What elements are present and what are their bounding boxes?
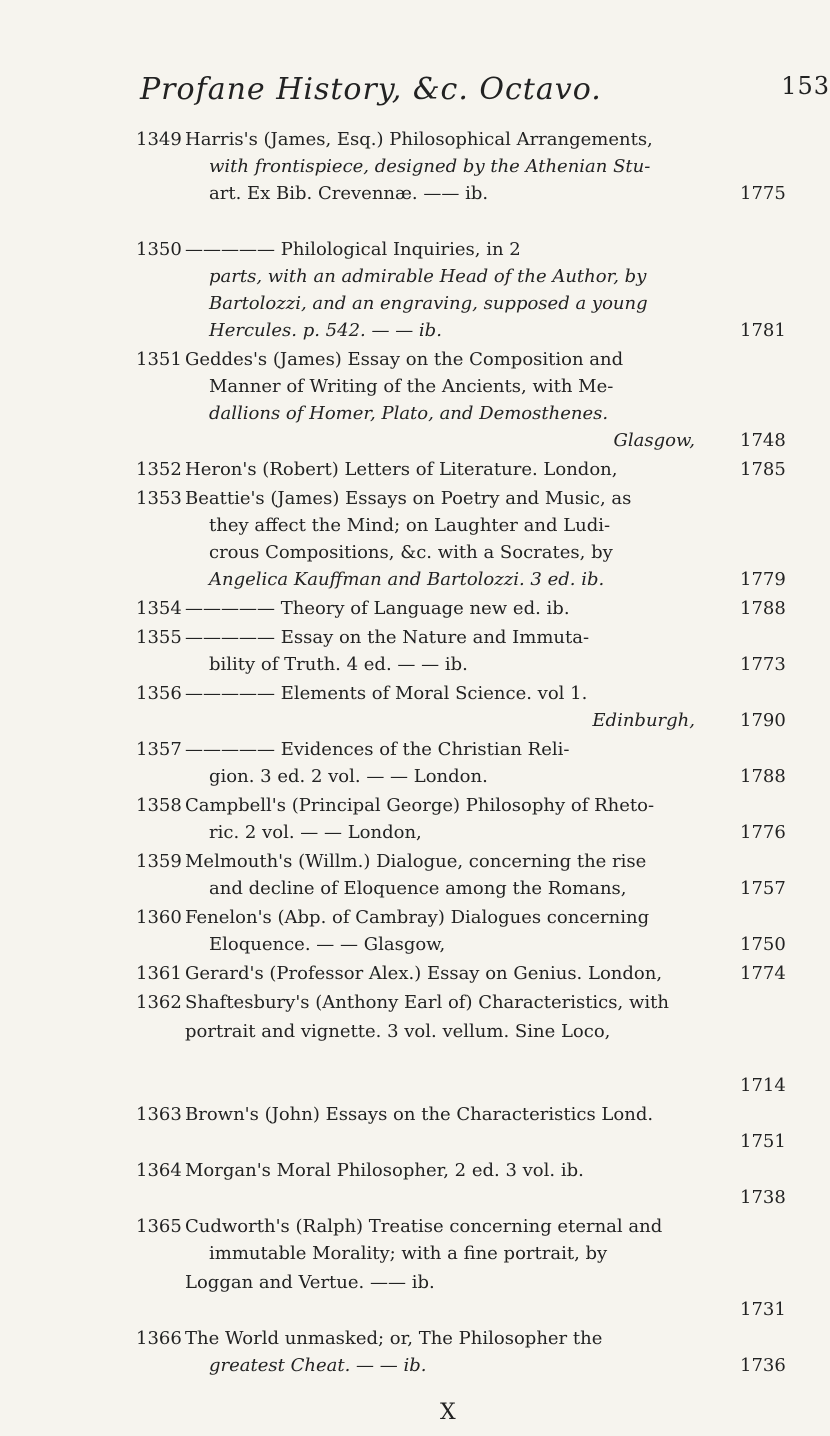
entry-number: 1352 — [136, 459, 182, 480]
catalogue-entry — [0, 1269, 800, 1323]
entry-line: art. Ex Bib. Crevennæ. —— ib. — [209, 183, 489, 204]
entry-year: 1751 — [740, 1131, 786, 1152]
page-number: 153 — [781, 72, 830, 100]
entry-line: Brown's (John) Essays on the Characteristics Lond. — [185, 1104, 654, 1125]
entry-line: Bartolozzi, and an engraving, supposed a young — [209, 293, 648, 314]
entry-number: 1359 — [136, 851, 182, 872]
entry-number: 1351 — [136, 349, 182, 370]
entry-line: portrait and vignette. 3 vol. vellum. Sine Loco, — [185, 1021, 611, 1042]
catalogue-entry — [0, 792, 800, 846]
entry-number: 1357 — [136, 739, 182, 760]
catalogue-entry — [0, 1213, 800, 1267]
catalogue-entry — [0, 960, 800, 987]
catalogue-entry — [0, 1101, 800, 1155]
catalogue-entry — [0, 236, 800, 344]
entry-line: The World unmasked; or, The Philosopher the — [185, 1328, 603, 1349]
entry-line: Manner of Writing of the Ancients, with Me- — [209, 376, 614, 397]
entry-text — [185, 126, 715, 207]
entry-line: ————— Essay on the Nature and Immuta- — [185, 627, 590, 648]
entry-year: 1785 — [740, 459, 786, 480]
entry-year: 1781 — [740, 320, 786, 341]
entry-line: Glasgow, — [613, 430, 695, 451]
entry-line: ————— Evidences of the Christian Reli- — [185, 739, 570, 760]
catalogue-entry — [0, 1325, 800, 1379]
entry-year: 1788 — [740, 766, 786, 787]
entry-line: dallions of Homer, Plato, and Demosthenes. — [209, 403, 609, 424]
catalogue-entry — [0, 485, 800, 593]
entry-line: with frontispiece, designed by the Athenian Stu- — [209, 156, 651, 177]
signature-mark: X — [440, 1400, 456, 1425]
entry-line: Edinburgh, — [592, 710, 695, 731]
catalogue-entry — [0, 904, 800, 958]
entry-line: ric. 2 vol. — — London, — [209, 822, 422, 843]
entry-number: 1358 — [136, 795, 182, 816]
entry-line: ————— Elements of Moral Science. vol 1. — [185, 683, 588, 704]
entry-year: 1775 — [740, 183, 786, 204]
entry-year: 1790 — [740, 710, 786, 731]
entry-line: they affect the Mind; on Laughter and Ludi- — [209, 515, 611, 536]
catalogue-entry — [0, 595, 800, 622]
catalogue-entry — [0, 1157, 800, 1211]
entry-line: Geddes's (James) Essay on the Composition and — [185, 349, 624, 370]
entry-text — [185, 1157, 715, 1184]
entry-number: 1361 — [136, 963, 182, 984]
entry-year: 1748 — [740, 430, 786, 451]
catalogue-entry — [0, 736, 800, 790]
entry-number: 1364 — [136, 1160, 182, 1181]
entry-text — [185, 904, 715, 958]
entry-line: immutable Morality; with a fine portrait, by — [209, 1243, 608, 1264]
entry-text — [185, 1101, 715, 1128]
entry-text — [185, 960, 715, 987]
entry-line: ————— Theory of Language new ed. ib. — [185, 598, 570, 619]
entry-year: 1776 — [740, 822, 786, 843]
entry-number: 1356 — [136, 683, 182, 704]
entry-line: and decline of Eloquence among the Romans, — [209, 878, 627, 899]
entry-number: 1353 — [136, 488, 182, 509]
entry-text — [185, 1325, 715, 1379]
entry-line: Eloquence. — — Glasgow, — [209, 934, 446, 955]
catalogue-entry — [0, 456, 800, 483]
entry-number: 1366 — [136, 1328, 182, 1349]
entry-line: ————— Philological Inquiries, in 2 — [185, 239, 521, 260]
entry-text — [185, 624, 715, 678]
entry-line: Loggan and Vertue. —— ib. — [185, 1272, 435, 1293]
entry-text — [185, 346, 715, 454]
entry-text — [185, 1269, 715, 1296]
catalogue-entry — [0, 680, 800, 734]
entry-line: Cudworth's (Ralph) Treatise concerning eternal and — [185, 1216, 663, 1237]
catalogue-entry — [0, 1018, 800, 1099]
entry-number: 1360 — [136, 907, 182, 928]
entry-line: Gerard's (Professor Alex.) Essay on Genius. London, — [185, 963, 663, 984]
catalogue-entry — [0, 126, 800, 234]
entry-line: greatest Cheat. — — ib. — [209, 1355, 427, 1376]
entry-year: 1757 — [740, 878, 786, 899]
entry-number: 1354 — [136, 598, 182, 619]
entry-line: bility of Truth. 4 ed. — — ib. — [209, 654, 468, 675]
entry-text — [185, 1213, 715, 1267]
entry-number: 1350 — [136, 239, 182, 260]
entry-text — [185, 236, 715, 344]
page-heading: Profane History, &c. Octavo. — [140, 72, 602, 107]
entry-line: Melmouth's (Willm.) Dialogue, concerning the rise — [185, 851, 647, 872]
catalogue-entry — [0, 346, 800, 454]
catalogue-entries — [0, 126, 800, 1381]
running-header — [140, 72, 830, 112]
entry-year: 1779 — [740, 569, 786, 590]
entry-number: 1363 — [136, 1104, 182, 1125]
entry-line: Hercules. p. 542. — — ib. — [209, 320, 442, 341]
entry-year: 1736 — [740, 1355, 786, 1376]
entry-line: Fenelon's (Abp. of Cambray) Dialogues concerning — [185, 907, 650, 928]
entry-text — [185, 680, 715, 734]
entry-line: Angelica Kauffman and Bartolozzi. 3 ed. ib. — [209, 569, 605, 590]
catalogue-entry — [0, 989, 800, 1016]
entry-line: Morgan's Moral Philosopher, 2 ed. 3 vol. ib. — [185, 1160, 584, 1181]
entry-text — [185, 736, 715, 790]
entry-text — [185, 792, 715, 846]
catalogue-entry — [0, 624, 800, 678]
entry-year: 1774 — [740, 963, 786, 984]
entry-year: 1788 — [740, 598, 786, 619]
entry-text — [185, 1018, 715, 1045]
entry-year: 1750 — [740, 934, 786, 955]
entry-text — [185, 989, 715, 1016]
entry-number: 1349 — [136, 129, 182, 150]
entry-text — [185, 456, 715, 483]
entry-year: 1738 — [740, 1187, 786, 1208]
entry-line: Beattie's (James) Essays on Poetry and Music, as — [185, 488, 632, 509]
entry-year: 1714 — [740, 1075, 786, 1096]
entry-line: Campbell's (Principal George) Philosophy of Rheto- — [185, 795, 655, 816]
entry-number: 1362 — [136, 992, 182, 1013]
entry-text — [185, 595, 715, 622]
entry-line: Shaftesbury's (Anthony Earl of) Characteristics, with — [185, 992, 669, 1013]
entry-number: 1355 — [136, 627, 182, 648]
entry-text — [185, 485, 715, 593]
entry-line: parts, with an admirable Head of the Author, by — [209, 266, 647, 287]
entry-line: Heron's (Robert) Letters of Literature. London, — [185, 459, 618, 480]
entry-text — [185, 848, 715, 902]
catalogue-entry — [0, 848, 800, 902]
entry-line: crous Compositions, &c. with a Socrates, by — [209, 542, 613, 563]
entry-line: Harris's (James, Esq.) Philosophical Arrangements, — [185, 129, 653, 150]
entry-year: 1773 — [740, 654, 786, 675]
entry-line: gion. 3 ed. 2 vol. — — London. — [209, 766, 488, 787]
entry-year: 1731 — [740, 1299, 786, 1320]
entry-number: 1365 — [136, 1216, 182, 1237]
